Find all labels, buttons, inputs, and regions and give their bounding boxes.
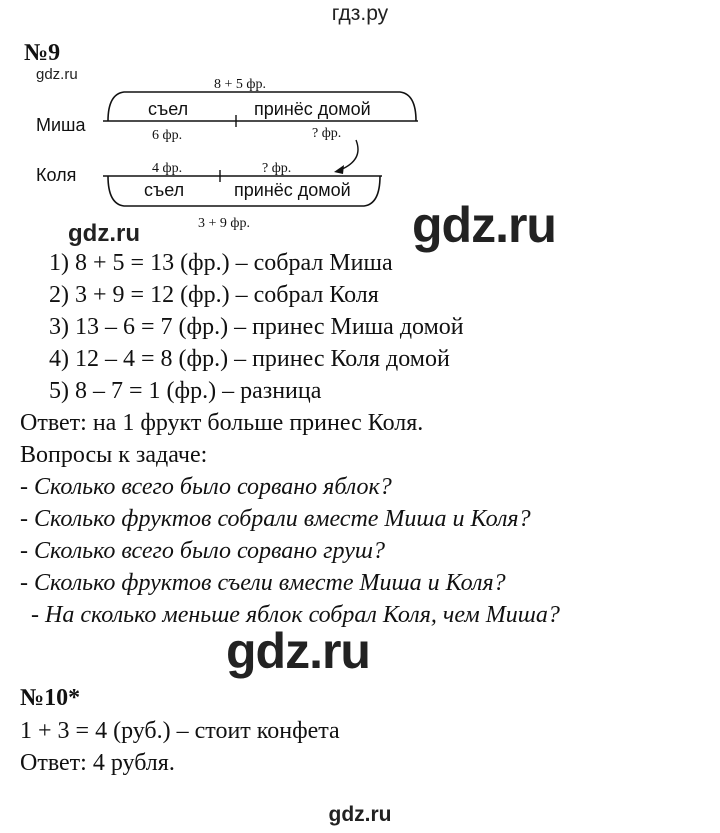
compare-arrow-head xyxy=(334,165,344,174)
solution-step-1: 1) 8 + 5 = 13 (фр.) – собрал Миша xyxy=(49,250,393,276)
misha-ate-value: 6 фр. xyxy=(152,128,183,143)
question-item: - Сколько фруктов собрали вместе Миша и Коля? xyxy=(20,506,531,532)
task-10-answer: Ответ: 4 рубля. xyxy=(20,750,175,776)
question-item: - Сколько всего было сорвано яблок? xyxy=(20,474,392,500)
kolya-home-label: принёс домой xyxy=(234,180,351,200)
questions-heading: Вопросы к задаче: xyxy=(20,442,208,468)
kolya-name: Коля xyxy=(36,165,77,185)
segment-diagram xyxy=(0,70,430,230)
misha-total-label: 8 + 5 фр. xyxy=(214,77,266,92)
question-item: - Сколько всего было сорвано груш? xyxy=(20,538,385,564)
kolya-ate-value: 4 фр. xyxy=(152,161,183,176)
solution-step-2: 2) 3 + 9 = 12 (фр.) – собрал Коля xyxy=(49,282,379,308)
site-footer-watermark: gdz.ru xyxy=(328,803,392,826)
solution-step-5: 5) 8 – 7 = 1 (фр.) – разница xyxy=(49,378,322,404)
question-item: - Сколько фруктов съели вместе Миша и Коля? xyxy=(20,570,506,596)
kolya-total-label: 3 + 9 фр. xyxy=(198,216,250,230)
misha-home-value: ? фр. xyxy=(312,126,342,141)
watermark-large: gdz.ru xyxy=(412,197,556,253)
compare-arrow xyxy=(340,140,358,170)
task-10-solution: 1 + 3 = 4 (руб.) – стоит конфета xyxy=(20,718,340,744)
solution-step-4: 4) 12 – 4 = 8 (фр.) – принес Коля домой xyxy=(49,346,450,372)
watermark-large: gdz.ru xyxy=(226,623,370,679)
misha-name: Миша xyxy=(36,115,86,135)
misha-home-label: принёс домой xyxy=(254,99,371,119)
question-item: - На сколько меньше яблок собрал Коля, чем Миша? xyxy=(31,602,560,628)
task-9-number: №9 xyxy=(24,40,61,66)
solution-step-3: 3) 13 – 6 = 7 (фр.) – принес Миша домой xyxy=(49,314,464,340)
kolya-home-value: ? фр. xyxy=(262,161,292,176)
watermark-medium: gdz.ru xyxy=(68,220,140,247)
misha-ate-label: съел xyxy=(148,99,189,119)
watermark-small: gdz.ru xyxy=(36,66,78,83)
kolya-ate-label: съел xyxy=(144,180,185,200)
site-header-title: гдз.ру xyxy=(331,2,389,25)
task-10-number: №10* xyxy=(20,685,81,711)
task-9-answer: Ответ: на 1 фрукт больше принес Коля. xyxy=(20,410,424,436)
